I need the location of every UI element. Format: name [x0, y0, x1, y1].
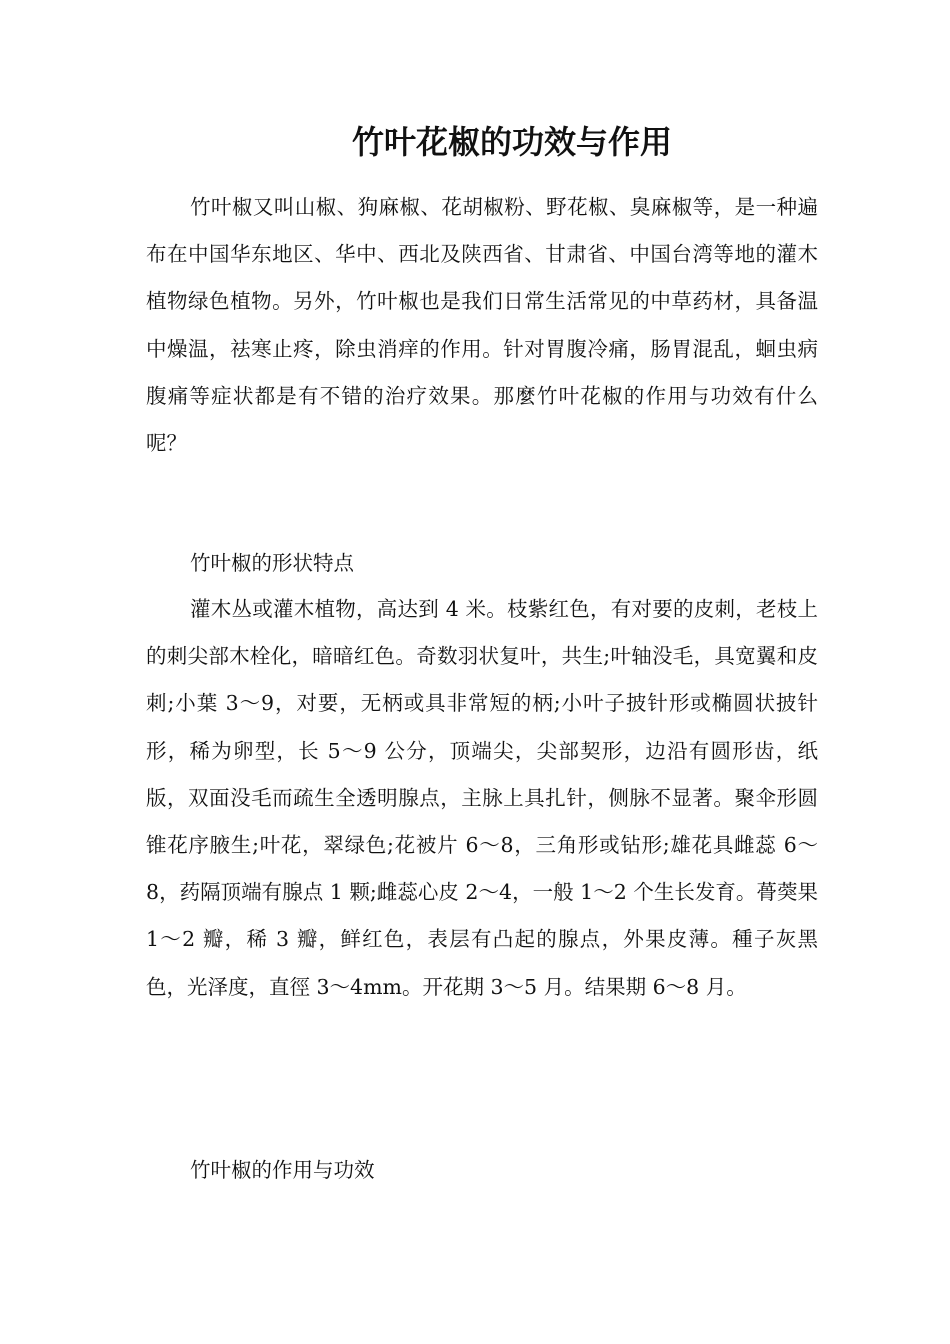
- intro-paragraph: 竹叶椒又叫山椒、狗麻椒、花胡椒粉、野花椒、臭麻椒等，是一种遍布在中国华东地区、华中、西北及陕西省、甘肃省、中国台湾等地的灌木植物绿色植物。另外，竹叶椒也是我们日常生活常见的中草药材，具备温中燥温，祛寒止疼，除虫消痒的作用。针对胃腹冷痛，肠胃混乱，蛔虫病腹痛等症状都是有不错的治疗效果。那麼竹叶花椒的作用与功效有什么呢？: [146, 195, 818, 456]
- section-heading-shape: 竹叶椒的形状特点: [190, 551, 354, 575]
- section-heading-effects: 竹叶椒的作用与功效: [190, 1158, 375, 1182]
- document-title: 竹叶花椒的功效与作用: [351, 123, 672, 161]
- shape-paragraph: 灌木丛或灌木植物，高达到 4 米。枝紫红色，有对要的皮刺，老枝上的刺尖部木栓化，暗暗红色。奇数羽状复叶，共生;叶轴没毛，具宽翼和皮刺;小葉 3～9，对要，无柄或具非常短的柄;小叶子披针形或椭圆状披针形，稀为卵型，长 5～9 公分，顶端尖，尖部契形，边沿有圆形齿，纸版，双面没毛而疏生全透明腺点，主脉上具扎针，侧脉不显著。聚伞形圆锥花序腋生;叶花，翠绿色;花被片 6～8，三角形或钻形;雄花具雌蕊 6～8，药隔顶端有腺点 1 颗;雌蕊心皮 2～4，一般 1～2 个生长发育。蓇葖果 1～2 瓣，稀 3 瓣，鲜红色，表层有凸起的腺点，外果皮薄。種子灰黑色，光泽度，直徑 3～4mm。开花期 3～5 月。结果期 6～8 月。: [146, 597, 818, 999]
